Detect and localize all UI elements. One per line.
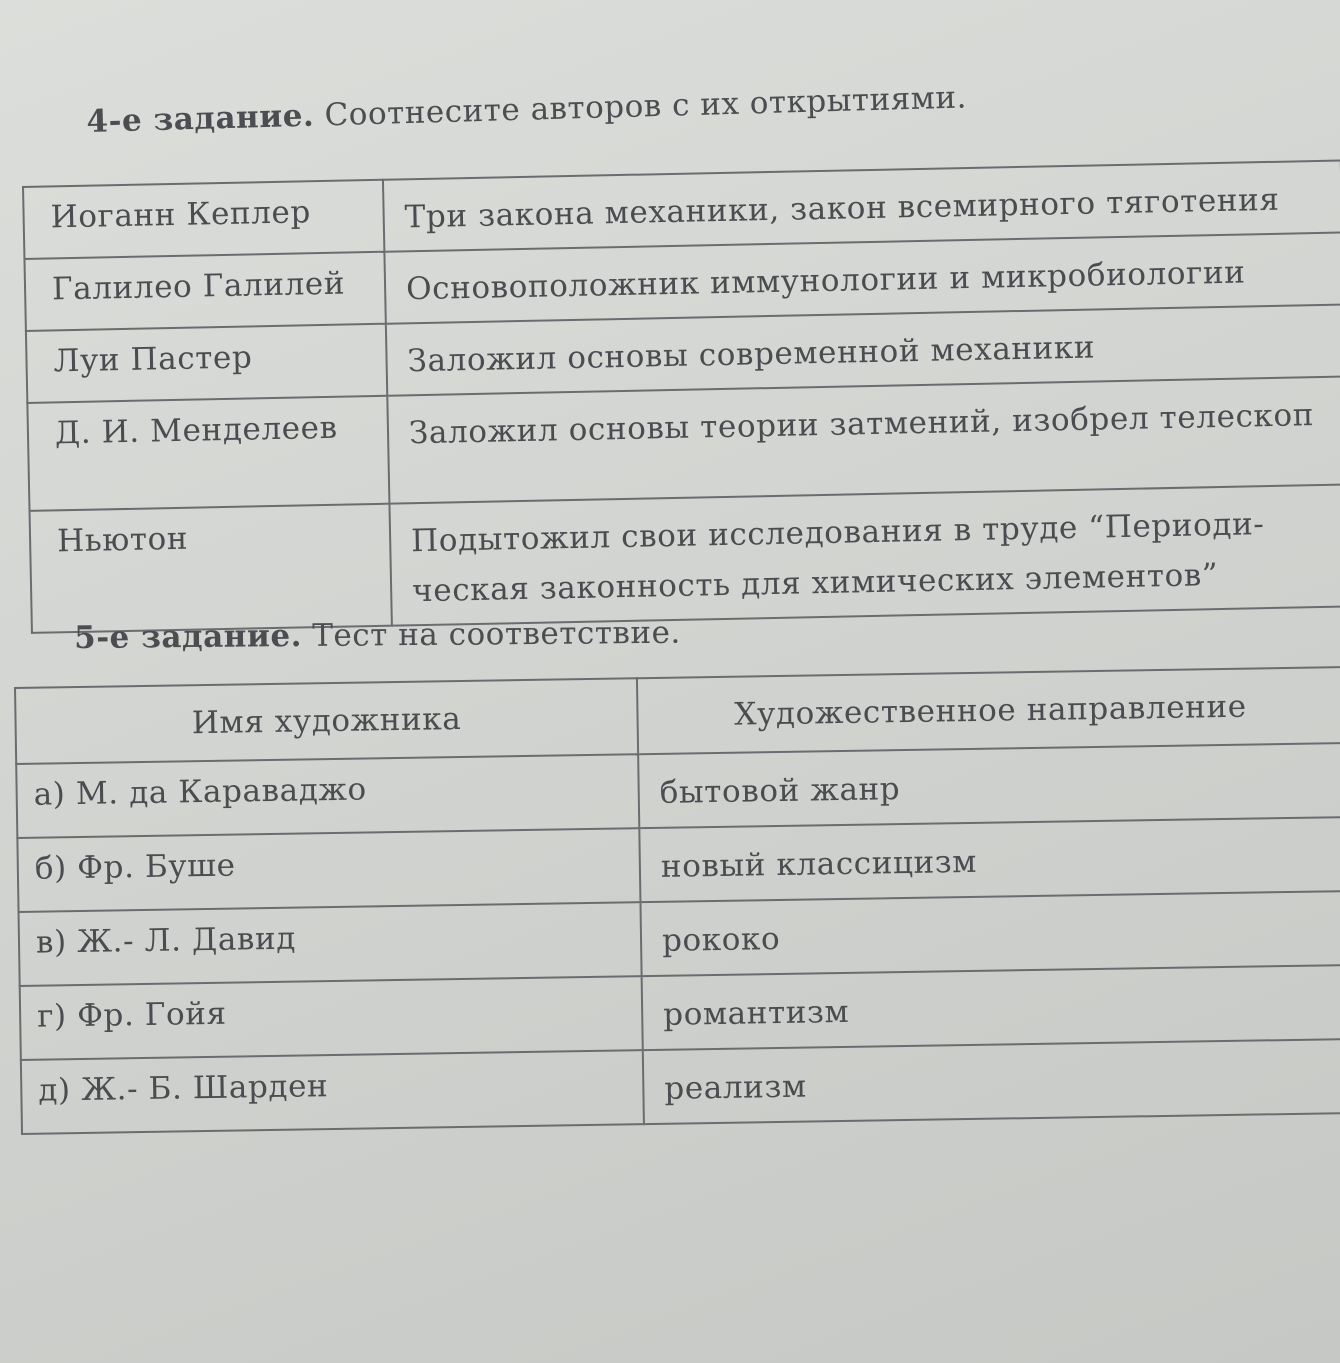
task4-table — [22, 160, 1340, 634]
author-cell: Д. И. Менделеев — [27, 396, 389, 511]
discovery-cell: Подытожил свои исследования в труде “Периоди-ческая законность для химических элементов” — [389, 484, 1340, 625]
direction-cell: романтизм — [642, 965, 1340, 1050]
task5-instruction: Тест на соответствие. — [312, 614, 681, 654]
direction-column-header: Художественное направление — [637, 667, 1340, 754]
artist-cell: в) Ж.- Л. Давид — [19, 902, 642, 986]
artist-cell: б) Фр. Буше — [17, 828, 640, 912]
author-cell: Ньютон — [30, 504, 392, 633]
artist-cell: д) Ж.- Б. Шарден — [21, 1050, 644, 1134]
task5-number: 5-е задание. — [74, 618, 303, 656]
discovery-cell: Три закона механики, закон всемирного тяготения — [383, 161, 1340, 252]
discovery-cell: Заложил основы теории затмений, изобрел телескоп — [387, 376, 1340, 503]
discovery-cell: Заложил основы современной механики — [386, 304, 1340, 395]
table-row — [30, 484, 1340, 632]
artist-column-header: Имя художника — [15, 678, 638, 764]
task5-table — [14, 666, 1340, 1135]
author-cell: Луи Пастер — [26, 324, 387, 403]
task4-instruction: Соотнесите авторов с их открытиями. — [324, 79, 968, 134]
author-cell: Иоганн Кеплер — [23, 180, 384, 259]
direction-cell: новый классицизм — [639, 817, 1340, 902]
author-cell: Галилео Галилей — [24, 252, 385, 331]
artist-cell: г) Фр. Гойя — [20, 976, 643, 1060]
task4-heading — [86, 79, 967, 140]
direction-cell: рококо — [640, 891, 1340, 976]
task4-number: 4-е задание. — [86, 97, 315, 140]
direction-cell: реализм — [643, 1039, 1340, 1124]
task5-heading — [74, 615, 681, 656]
discovery-cell: Основоположник иммунологии и микробиологии — [384, 233, 1340, 324]
direction-cell: бытовой жанр — [638, 743, 1340, 828]
artist-cell: а) М. да Караваджо — [16, 754, 639, 838]
